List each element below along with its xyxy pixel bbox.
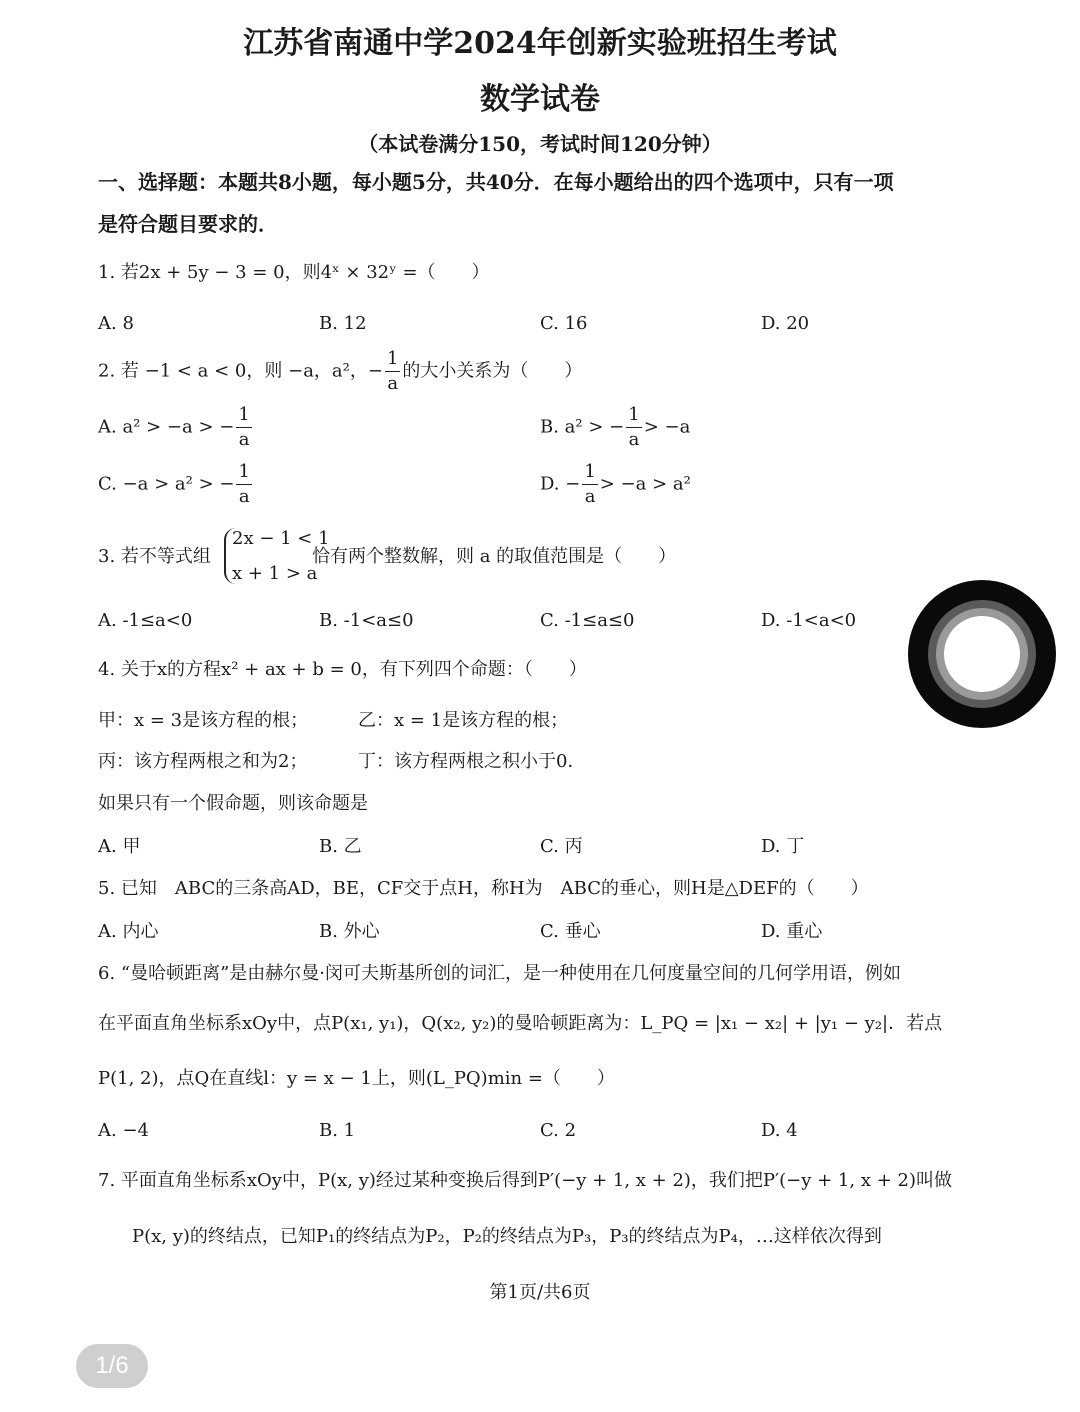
q4-option-b: B. 乙 [319, 836, 362, 857]
q3-option-b: B. -1<a≤0 [319, 610, 414, 631]
fraction-numerator: 1 [626, 406, 641, 428]
q2-stem-start: 2. 若 −1 < a < 0，则 −a，a²，− [98, 360, 383, 382]
record-center [944, 616, 1020, 692]
q2-stem-end: 的大小关系为（ ） [402, 360, 583, 382]
q3-suffix: 恰有两个整数解，则 a 的取值范围是（ ） [312, 546, 677, 567]
q3-prefix: 3. 若不等式组 [98, 546, 211, 567]
page-footer: 第1页/共6页 [489, 1282, 591, 1303]
fraction-denominator: a [238, 429, 250, 450]
section-heading-line1: 一、选择题：本题共8小题，每小题5分，共40分．在每小题给出的四个选项中，只有一项 [98, 170, 894, 194]
q4-statement-yi: 乙：x = 1是该方程的根； [358, 710, 569, 731]
q2-fraction [385, 350, 400, 393]
q4-option-c: C. 丙 [540, 836, 583, 857]
q2-option-d-text-end: > −a > a² [599, 473, 691, 495]
fraction-denominator: a [387, 373, 399, 394]
q1-option-d: D. 20 [761, 313, 810, 334]
q5-stem: 5. 已知 ABC的三条高AD，BE，CF交于点H，称H为 ABC的垂心，则H是△DEF的（ ） [98, 878, 869, 899]
q4-condition: 如果只有一个假命题，则该命题是 [98, 793, 368, 814]
q7-line1: 7. 平面直角坐标系xOy中，P(x, y)经过某种变换后得到P′(−y + 1, x + 2)，我们把P′(−y + 1, x + 2)叫做 [98, 1170, 952, 1191]
fraction-numerator: 1 [582, 463, 597, 485]
q2-option-a [98, 406, 254, 449]
fraction-numerator: 1 [236, 463, 251, 485]
page-indicator: 1/6 [76, 1344, 148, 1388]
q2-option-b [540, 406, 690, 449]
exam-title: 江苏省南通中学2024年创新实验班招生考试 [243, 26, 837, 61]
q4-option-d: D. 丁 [761, 836, 805, 857]
q2-option-c-fraction [236, 463, 251, 506]
q2-option-a-fraction [236, 406, 251, 449]
section-heading-line2: 是符合题目要求的． [98, 212, 278, 236]
q5-option-a: A. 内心 [98, 921, 159, 942]
q6-line1: 6. “曼哈顿距离”是由赫尔曼·闵可夫斯基所创的词汇，是一种使用在几何度量空间的几何学用语，例如 [98, 963, 902, 984]
q7-line2: P(x, y)的终结点，已知P₁的终结点为P₂，P₂的终结点为P₃，P₃的终结点为P₄，…这样依次得到 [132, 1226, 882, 1247]
q2-option-d-fraction [582, 463, 597, 506]
q6-option-a: A. −4 [98, 1120, 149, 1141]
q1-option-c: C. 16 [540, 313, 588, 334]
q3-option-d: D. -1<a<0 [761, 610, 857, 631]
q6-line3: P(1, 2)，点Q在直线l：y = x − 1上，则(L_PQ)min =（ ） [98, 1068, 615, 1089]
floating-record-button[interactable] [908, 580, 1056, 728]
q2-option-c [98, 463, 254, 506]
q4-statement-ding: 丁：该方程两根之积小于0． [358, 751, 586, 772]
q4-stem: 4. 关于x的方程x² + ax + b = 0，有下列四个命题：（ ） [98, 659, 587, 680]
q2-option-d-text-start: D. − [540, 473, 581, 495]
q4-option-a: A. 甲 [98, 836, 141, 857]
exam-note: （本试卷满分150，考试时间120分钟） [358, 132, 722, 156]
q3-option-a: A. -1≤a<0 [98, 610, 193, 631]
q6-line2: 在平面直角坐标系xOy中，点P(x₁, y₁)，Q(x₂, y₂)的曼哈顿距离为：L_PQ = |x₁ − x₂| + |y₁ − y₂|．若点 [98, 1013, 943, 1034]
q1-option-a: A. 8 [98, 313, 134, 334]
fraction-numerator: 1 [385, 350, 400, 372]
q1-option-b: B. 12 [319, 313, 367, 334]
fraction-denominator: a [628, 429, 640, 450]
q2-option-b-fraction [626, 406, 641, 449]
q2-option-b-text-start: B. a² > − [540, 416, 625, 438]
q6-option-d: D. 4 [761, 1120, 798, 1141]
q6-option-b: B. 1 [319, 1120, 356, 1141]
q5-option-c: C. 垂心 [540, 921, 601, 942]
q2-stem [98, 350, 582, 393]
q5-option-b: B. 外心 [319, 921, 380, 942]
q3-system-line2: x + 1 > a [232, 563, 318, 584]
q2-option-a-text: A. a² > −a > − [98, 416, 235, 438]
q2-option-d [540, 463, 691, 506]
q2-option-c-text: C. −a > a² > − [98, 473, 235, 495]
fraction-denominator: a [238, 486, 250, 507]
q3-option-c: C. -1≤a≤0 [540, 610, 635, 631]
q2-option-b-text-end: > −a [643, 416, 691, 438]
fraction-denominator: a [584, 486, 596, 507]
q4-statement-bing: 丙：该方程两根之和为2； [98, 751, 308, 772]
q3-system-line1: 2x − 1 < 1 [232, 528, 330, 549]
fraction-numerator: 1 [236, 406, 251, 428]
q1-stem: 1. 若2x + 5y − 3 = 0，则4ˣ × 32ʸ =（ ） [98, 262, 490, 283]
q6-option-c: C. 2 [540, 1120, 577, 1141]
exam-subject: 数学试卷 [480, 82, 600, 117]
q5-option-d: D. 重心 [761, 921, 823, 942]
q4-statement-jia: 甲：x = 3是该方程的根； [98, 710, 309, 731]
